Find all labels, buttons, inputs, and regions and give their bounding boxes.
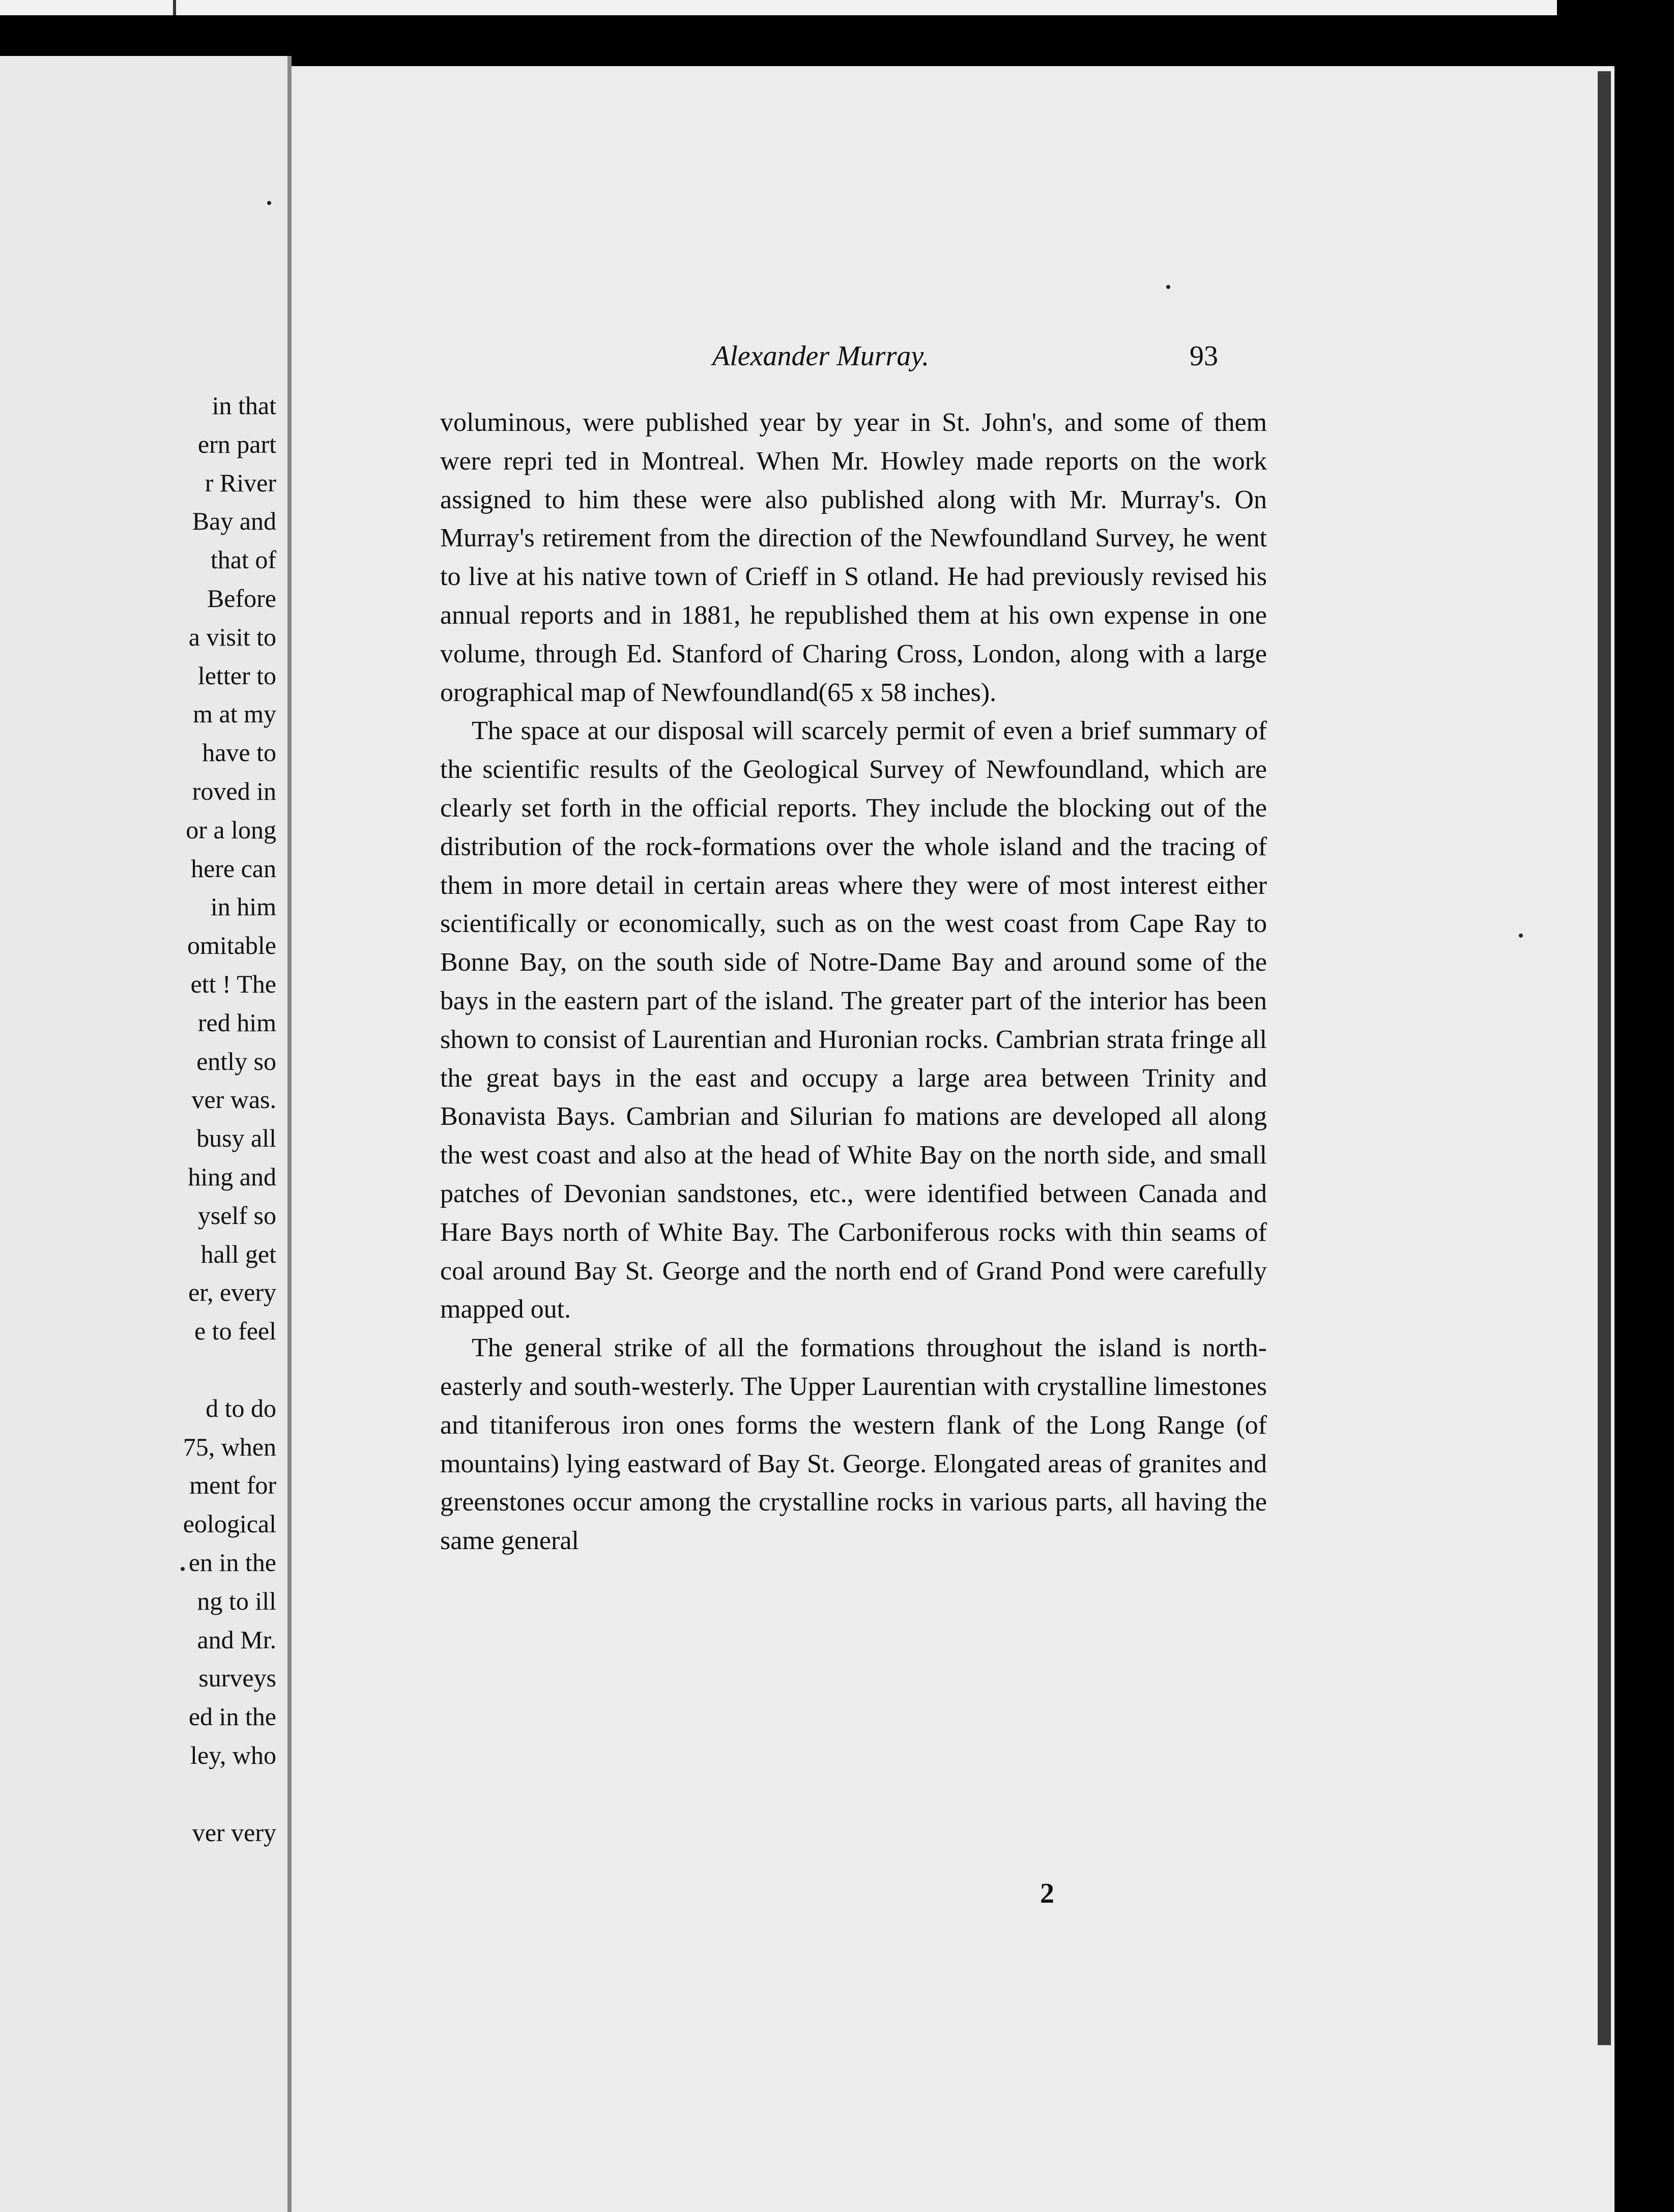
left-page-line: Before [207, 584, 276, 613]
left-page-line: Bay and [192, 507, 276, 536]
left-page-line: er, every [188, 1278, 276, 1307]
left-page-line: hing and [188, 1162, 276, 1191]
left-page-line: eological [183, 1509, 276, 1538]
left-page-line: m at my [193, 700, 276, 729]
left-page-line: surveys [198, 1664, 276, 1693]
left-page-line: a visit to [188, 622, 276, 651]
left-page-line: in that [212, 391, 276, 420]
left-page-line: ment for [189, 1471, 276, 1500]
left-page-line: in him [210, 892, 276, 921]
paragraph-3: The general strike of all the formations throughout the island is north-easterly and south-westerly. The Upper Laurentian with crystalline limestones and titaniferous iron ones forms the western flank of the Long Range (of mountains) lying eastward of Bay St. George. Elongated areas of granites and greenstones occur among the crystalline rocks in various parts, all having the same general [440, 1333, 1267, 1556]
left-page-fragment [0, 56, 287, 2212]
page-edge-shadow [1598, 71, 1611, 2045]
left-page-line: have to [202, 738, 276, 767]
left-page-line: en in the [188, 1548, 276, 1577]
page-number: 93 [1190, 340, 1218, 372]
left-page-line: ently so [196, 1046, 276, 1075]
left-page-line: ley, who [190, 1741, 276, 1769]
running-head: Alexander Murray. [712, 340, 930, 372]
scan-speck [1519, 934, 1523, 938]
left-page-line: here can [191, 854, 276, 883]
left-page-line: ng to ill [197, 1586, 276, 1615]
top-strip-divider [173, 0, 176, 15]
scan-speck [1166, 285, 1170, 289]
signature-mark: 2 [1040, 1878, 1054, 1909]
paragraph-1: voluminous, were published year by year in St. John's, and some of them were repri ted in Montreal. When Mr. Howley made reports on the work assigned to him these were also published along with Mr. Murray's. On Murray's retirement from the direction of the Newfoundland Survey, he went to live at his native town of Crieff in S otland. He had previously revised his annual reports and in 1881, he republished them at his own expense in one volume, through Ed. Stanford of Charing Cross, London, along with a large orographical map of Newfoundland(65 x 58 inches). [440, 408, 1267, 707]
page-gutter [287, 56, 292, 2212]
left-page-line: ver very [192, 1818, 276, 1847]
left-page-line: ver was. [191, 1085, 276, 1114]
left-page-line: ern part [197, 429, 276, 458]
scan-speck [181, 1567, 185, 1571]
left-page-line: omitable [187, 931, 276, 960]
left-page-line: e to feel [194, 1317, 276, 1346]
left-page-line: r River [205, 468, 276, 497]
left-page-line: ett ! The [190, 970, 276, 998]
left-page-line: red him [197, 1008, 276, 1037]
left-page-line: ed in the [188, 1702, 276, 1731]
left-page-line: that of [210, 545, 276, 574]
top-film-strip [0, 0, 1557, 15]
left-page-line: roved in [192, 777, 276, 805]
left-page-line: yself so [197, 1201, 276, 1230]
left-page-line: busy all [196, 1124, 276, 1153]
scan-speck [267, 201, 271, 205]
left-page-line: and Mr. [197, 1625, 276, 1654]
paragraph-2: The space at our disposal will scarcely permit of even a brief summary of the scientific results of the Geological Survey of Newfoundland, which are clearly set forth in the official reports. They include the blocking out of the distribution of the rock-formations over the whole island and the tracing of them in more detail in certain areas where they were of most interest either scientifically or economically, such as on the west coast from Cape Ray to Bonne Bay, on the south side of Notre-Dame Bay and around some of the bays in the eastern part of the island. The greater part of the interior has been shown to consist of Laurentian and Huronian rocks. Cambrian strata fringe all the great bays in the east and occupy a large area between Trinity and Bonavista Bays. Cambrian and Silurian fo mations are developed all along the west coast and also at the head of White Bay on the north side, and small patches of Devonian sandstones, etc., were identified between Canada and Hare Bays north of White Bay. The Carboniferous rocks with thin seams of coal around Bay St. George and the north end of Grand Pond were carefully mapped out. [440, 716, 1267, 1324]
left-page-line: 75, when [183, 1432, 276, 1461]
left-page-line: d to do [206, 1393, 276, 1422]
left-page-line: or a long [186, 815, 276, 844]
left-page-line: letter to [197, 661, 276, 690]
body-text [440, 403, 1267, 1560]
left-page-line: hall get [200, 1239, 276, 1268]
